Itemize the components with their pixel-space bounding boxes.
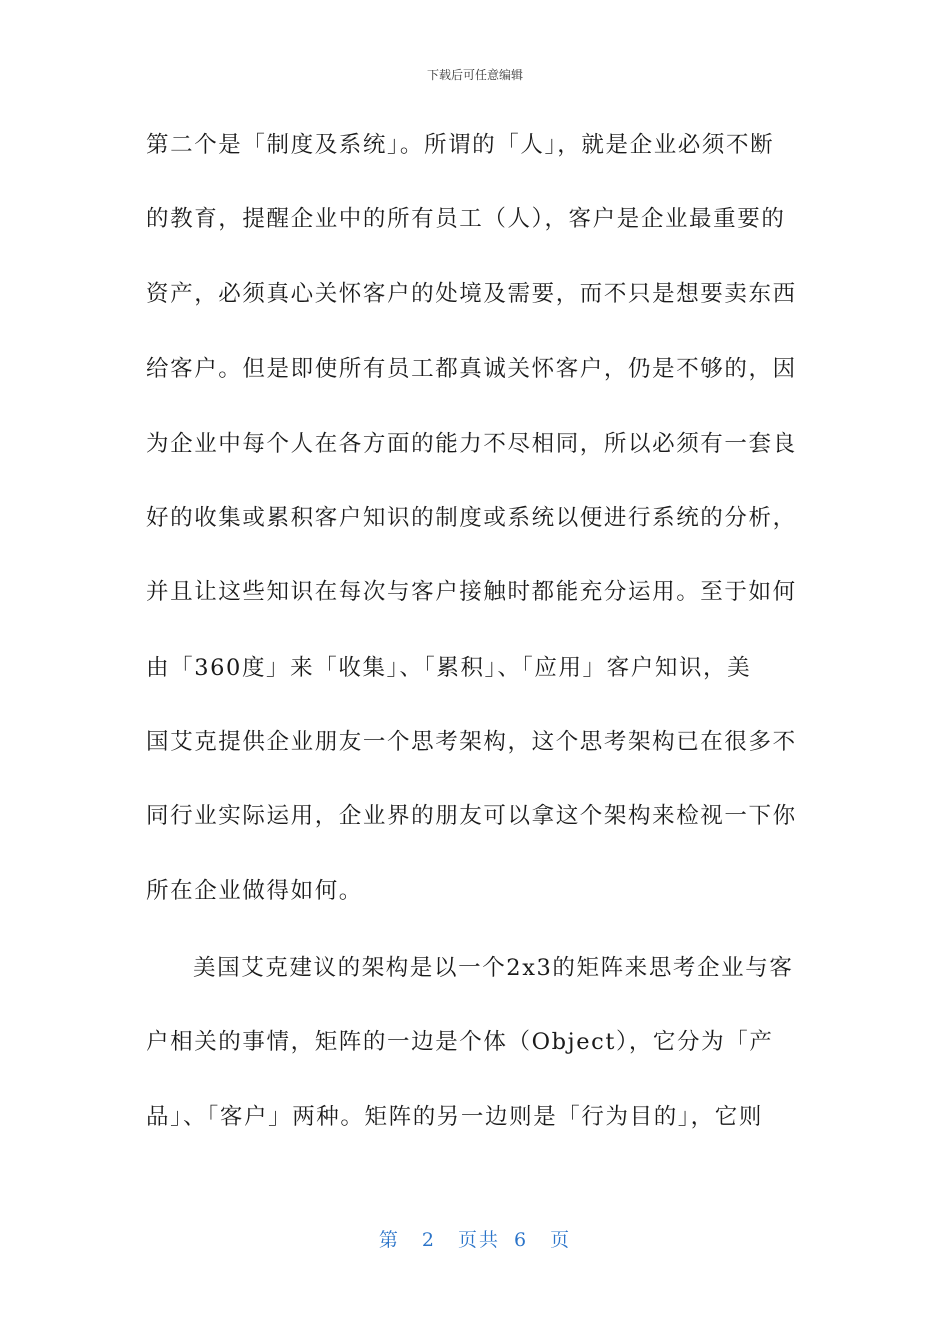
page-header: 下载后可任意编辑	[426, 68, 523, 82]
text-line: 第二个是「制度及系统」。所谓的「人」，就是企业必须不断	[146, 132, 775, 158]
text-line: 为企业中每个人在各方面的能力不尽相同，所以必须有一套良	[146, 431, 797, 457]
text-line: 户相关的事情，矩阵的一边是个体（Object），它分为「产	[146, 1029, 774, 1055]
text-line: 美国艾克建议的架构是以一个2x3的矩阵来思考企业与客	[193, 955, 794, 981]
page-label-suffix: 页	[550, 1229, 572, 1251]
text-line: 的教育，提醒企业中的所有员工（人），客户是企业最重要的	[146, 206, 786, 232]
text-line: 给客户。但是即使所有员工都真诚关怀客户，仍是不够的，因	[146, 356, 797, 382]
text-line: 由「360度」来「收集」、「累积」、「应用」客户知识，美	[146, 655, 752, 681]
text-line: 资产，必须真心关怀客户的处境及需要，而不只是想要卖东西	[146, 281, 797, 307]
page-footer	[0, 1225, 950, 1252]
text-line: 并且让这些知识在每次与客户接触时都能充分运用。至于如何	[146, 579, 797, 605]
total-pages: 6	[514, 1229, 529, 1251]
page-label-prefix: 第	[378, 1229, 400, 1251]
page-number: 2	[421, 1229, 436, 1251]
text-line: 同行业实际运用，企业界的朋友可以拿这个架构来检视一下你	[146, 803, 797, 829]
text-line: 所在企业做得如何。	[146, 878, 363, 904]
text-line: 国艾克提供企业朋友一个思考架构，这个思考架构已在很多不	[146, 729, 797, 755]
text-line: 好的收集或累积客户知识的制度或系统以便进行系统的分析，	[146, 505, 797, 531]
text-line: 品」、「客户」两种。矩阵的另一边则是「行为目的」，它则	[146, 1104, 763, 1130]
page-label-mid: 页共	[457, 1229, 500, 1251]
